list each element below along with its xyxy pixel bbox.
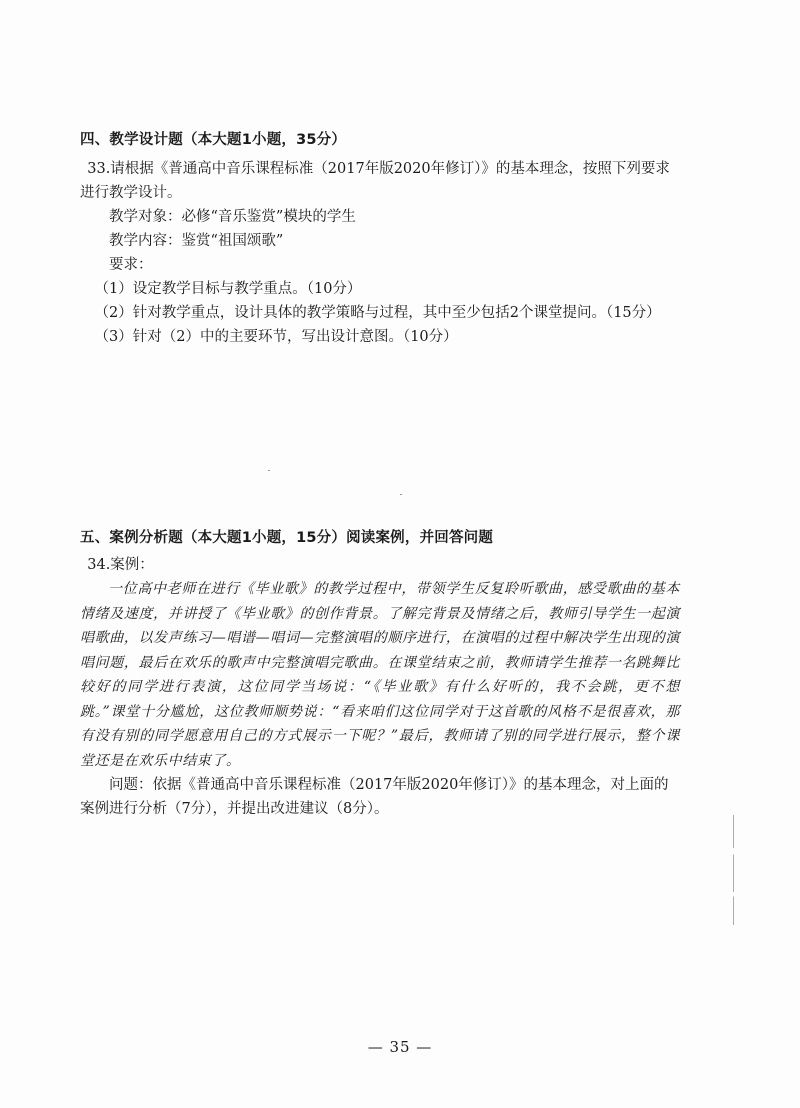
scan-speck bbox=[400, 494, 402, 495]
question-33-title: 33.请根据《普通高中音乐课程标准（2017年版2020年修订）》的基本理念，按照下列要求进行教学设计。 bbox=[80, 161, 670, 201]
case-text: 一位高中老师在进行《毕业歌》的教学过程中，带领学生反复聆听歌曲，感受歌曲的基本情绪及速度，并讲授了《毕业歌》的创作背景。了解完背景及情绪之后，教师引导学生一起演唱歌曲，以发声练习—唱谱—唱词—完整演唱的顺序进行，在演唱的过程中解决学生出现的演唱问题，最后在欢乐的歌声中完整演唱完歌曲。在课堂结束之前，教师请学生推荐一名跳舞比较好的同学进行表演，这位同学当场说：“《毕业歌》有什么好听的，我不会跳，更不想跳。”课堂十分尴尬，这位教师顺势说：“看来咱们这位同学对于这首歌的风格不是很喜欢，那有没有别的同学愿意用自己的方式展示一下呢？”最后，教师请了别的同学进行展示，整个课堂还是在欢乐中结束了。 bbox=[80, 581, 680, 769]
requirement-item: （3）针对（2）中的主要环节，写出设计意图。（10分） bbox=[94, 329, 458, 345]
teaching-content: 教学内容：鉴赏“祖国颂歌” bbox=[109, 233, 284, 249]
section-4-heading: 四、教学设计题（本大题1小题，35分） bbox=[80, 132, 347, 148]
requirement-item: （2）针对教学重点，设计具体的教学策略与过程，其中至少包括2个课堂提问。（15分） bbox=[94, 305, 661, 321]
case-label: 34.案例： bbox=[87, 557, 154, 573]
question-34-prompt: 问题：依据《普通高中音乐课程标准（2017年版2020年修订）》的基本理念，对上面的案例进行分析（7分），并提出改进建议（8分）。 bbox=[80, 777, 669, 817]
scan-edge-mark bbox=[733, 815, 734, 925]
scan-speck bbox=[268, 470, 270, 471]
teaching-object: 教学对象：必修“音乐鉴赏”模块的学生 bbox=[109, 209, 356, 225]
question-34 bbox=[80, 553, 680, 821]
page-number: — 35 — bbox=[367, 1038, 433, 1056]
section-5-heading: 五、案例分析题（本大题1小题，15分）阅读案例，并回答问题 bbox=[80, 530, 494, 546]
requirements-label: 要求： bbox=[109, 257, 153, 273]
question-33 bbox=[80, 157, 680, 349]
requirement-item: （1）设定教学目标与教学重点。（10分） bbox=[94, 281, 362, 297]
